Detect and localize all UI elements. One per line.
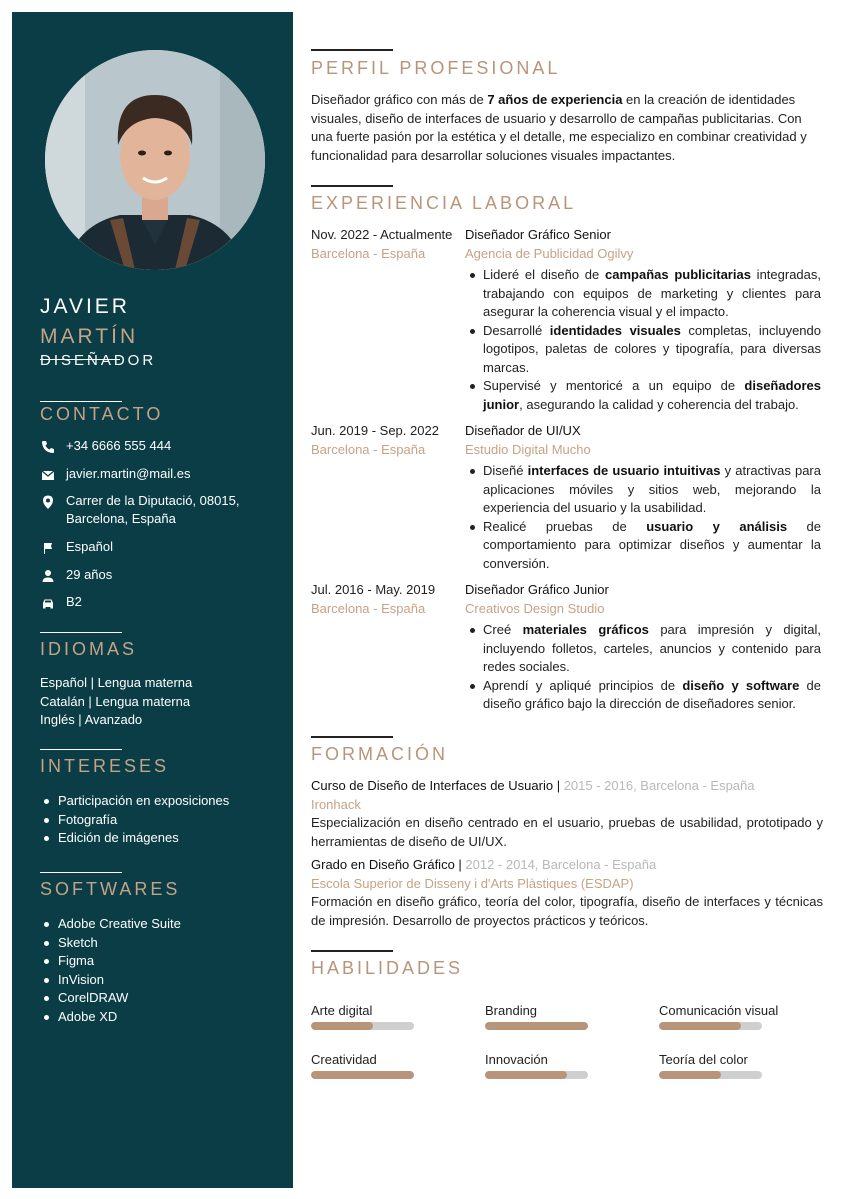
education-description: Formación en diseño gráfico, teoría del color, tipografía, diseño de interfaces y técnicas de impresión. Desarrollo de proyectos prácticos y teóricos. [311, 894, 823, 928]
contact-email [40, 465, 256, 483]
job-role: DISEÑADOR [40, 352, 157, 369]
contact-divider [40, 401, 122, 402]
car-icon [40, 595, 56, 611]
education-institution: Escola Superior de Disseny i d'Arts Plàstiques (ESDAP) [311, 876, 634, 891]
contact-license-text: B2 [66, 594, 82, 609]
interests-divider [40, 749, 122, 750]
skill-label: Arte digital [311, 1003, 373, 1018]
person-icon [40, 568, 56, 584]
skill-bar [485, 1022, 588, 1030]
job-company: Agencia de Publicidad Ogilvy [465, 246, 634, 261]
software-item: Adobe Creative Suite [40, 915, 181, 934]
skill-bar-fill [311, 1022, 373, 1030]
mail-icon [40, 467, 56, 483]
job-location: Barcelona - España [311, 442, 426, 457]
software-item: Adobe XD [40, 1008, 181, 1027]
summary-title: PERFIL PROFESIONAL [311, 58, 561, 78]
skill-bar-fill [485, 1022, 588, 1030]
flag-icon [40, 540, 56, 556]
skill-bar [485, 1071, 588, 1079]
software-item: Sketch [40, 934, 181, 953]
job-bullet: Supervisé y mentoricé a un equipo de diseñadores junior, asegurando la calidad y coherencia del trabajo. [465, 377, 821, 414]
course-name: Grado en Diseño Gráfico [311, 857, 455, 872]
interests-title: INTERESES [40, 756, 170, 776]
job-company: Estudio Digital Mucho [465, 442, 591, 457]
skill-bar [311, 1071, 414, 1079]
experience-title: EXPERIENCIA LABORAL [311, 193, 577, 213]
software-item: Figma [40, 952, 181, 971]
summary-highlight: 7 años de experiencia [487, 92, 623, 107]
education-description: Especialización en diseño centrado en el usuario, pruebas de usabilidad, prototipado y herramientas de diseño de UI/UX. [311, 815, 823, 849]
job-location: Barcelona - España [311, 246, 426, 261]
contact-age [40, 566, 256, 584]
job-location: Barcelona - España [311, 601, 426, 616]
job-title: Diseñador Gráfico Senior [465, 227, 611, 242]
job-bullet: Lideré el diseño de campañas publicitarias integradas, trabajando con equipos de marketing y clientes para asegurar la coherencia visual y el impacto. [465, 266, 821, 322]
interest-item: Participación en exposiciones [40, 792, 229, 811]
education-institution: Ironhack [311, 797, 361, 812]
course-details: 2012 - 2014, Barcelona - España [465, 857, 657, 872]
first-name: JAVIER [40, 295, 130, 318]
skill-bar-fill [659, 1071, 721, 1079]
language-item: Inglés | Avanzado [40, 712, 143, 727]
skill-label: Comunicación visual [659, 1003, 779, 1018]
contact-title: CONTACTO [40, 404, 164, 424]
summary-text: Diseñador gráfico con más de 7 años de experiencia en la creación de identidades visuales, diseño de interfaces de usuario y desarrollo de campañas publicitarias. Con una fuerte pasión por la estética y el detalle, me especializo en combinar creatividad y funcionalidad para desarrollar soluciones visuales impactantes. [311, 92, 807, 163]
skill-item [311, 1051, 461, 1079]
job-bullets [465, 266, 821, 414]
skill-item [659, 1051, 809, 1079]
skill-bar [659, 1071, 762, 1079]
contact-email-text: javier.martin@mail.es [66, 466, 191, 481]
skill-bar [311, 1022, 414, 1030]
contact-nationality [40, 538, 256, 556]
phone-icon [40, 439, 56, 455]
job-bullet: Realicé pruebas de usuario y análisis de comportamiento para optimizar diseños y aumentar la conversión. [465, 518, 821, 574]
software-item: CorelDRAW [40, 989, 181, 1008]
interest-item: Edición de imágenes [40, 829, 229, 848]
skill-bar-fill [485, 1071, 567, 1079]
job-title: Diseñador de UI/UX [465, 423, 581, 438]
education-heading: Grado en Diseño Gráfico | 2012 - 2014, Barcelona - España [311, 857, 657, 872]
job-title: Diseñador Gráfico Junior [465, 582, 609, 597]
languages-list [40, 674, 192, 730]
languages-divider [40, 632, 122, 633]
summary-divider [311, 49, 393, 51]
skills-title: HABILIDADES [311, 958, 464, 978]
software-item: InVision [40, 971, 181, 990]
skill-item [659, 1002, 809, 1030]
contact-address-text: Carrer de la Diputació, 08015, Barcelona, España [66, 493, 240, 526]
job-date: Jul. 2016 - May. 2019 [311, 582, 436, 597]
job-bullet: Creé materiales gráficos para impresión y digital, incluyendo folletos, carteles, anuncios y contenido para redes sociales. [465, 621, 821, 677]
interests-list [40, 792, 229, 848]
education-title: FORMACIÓN [311, 744, 448, 764]
language-item: Español | Lengua materna [40, 675, 193, 690]
skill-label: Innovación [485, 1052, 548, 1067]
job-bullet: Aprendí y apliqué principios de diseño y software de diseño gráfico bajo la dirección de diseñadores senior. [465, 677, 821, 714]
skill-label: Creatividad [311, 1052, 377, 1067]
sidebar [12, 12, 293, 1188]
skill-bar-fill [311, 1071, 414, 1079]
course-details: 2015 - 2016, Barcelona - España [563, 778, 755, 793]
job-date: Nov. 2022 - Actualmente [311, 227, 453, 242]
job-date: Jun. 2019 - Sep. 2022 [311, 423, 439, 438]
contact-phone-text: +34 6666 555 444 [66, 438, 172, 453]
job-bullets [465, 462, 821, 573]
job-bullets [465, 621, 821, 714]
skill-item [485, 1051, 635, 1079]
job-company: Creativos Design Studio [465, 601, 605, 616]
education-divider [311, 736, 393, 738]
language-item: Catalán | Lengua materna [40, 693, 191, 709]
last-name: MARTÍN [40, 325, 139, 348]
contact-license [40, 593, 256, 611]
contact-address [40, 492, 256, 528]
software-divider [40, 872, 122, 873]
course-name: Curso de Diseño de Interfaces de Usuario [311, 778, 554, 793]
profile-photo [45, 50, 265, 270]
experience-divider [311, 185, 393, 187]
skill-item [485, 1002, 635, 1030]
skill-label: Branding [485, 1003, 538, 1018]
skill-label: Teoría del color [659, 1052, 748, 1067]
contact-age-text: 29 años [66, 567, 113, 582]
job-bullet: Desarrollé identidades visuales completas, incluyendo logotipos, paletas de colores y tipografía, para diversas marcas. [465, 322, 821, 378]
skill-item [311, 1002, 461, 1030]
software-title: SOFTWARES [40, 879, 181, 899]
job-bullet: Diseñé interfaces de usuario intuitivas y atractivas para aplicaciones móviles y sitios web, mejorando la experiencia del usuario y la usabilidad. [465, 462, 821, 518]
skill-bar-fill [659, 1022, 741, 1030]
languages-title: IDIOMAS [40, 639, 138, 659]
interest-item: Fotografía [40, 811, 229, 830]
contact-nationality-text: Español [66, 539, 113, 554]
contact-phone [40, 437, 256, 455]
skills-divider [311, 950, 393, 952]
location-icon [40, 494, 56, 510]
skill-bar [659, 1022, 762, 1030]
education-heading: Curso de Diseño de Interfaces de Usuario | 2015 - 2016, Barcelona - España [311, 778, 755, 793]
software-list [40, 915, 181, 1026]
person-name [40, 292, 138, 352]
